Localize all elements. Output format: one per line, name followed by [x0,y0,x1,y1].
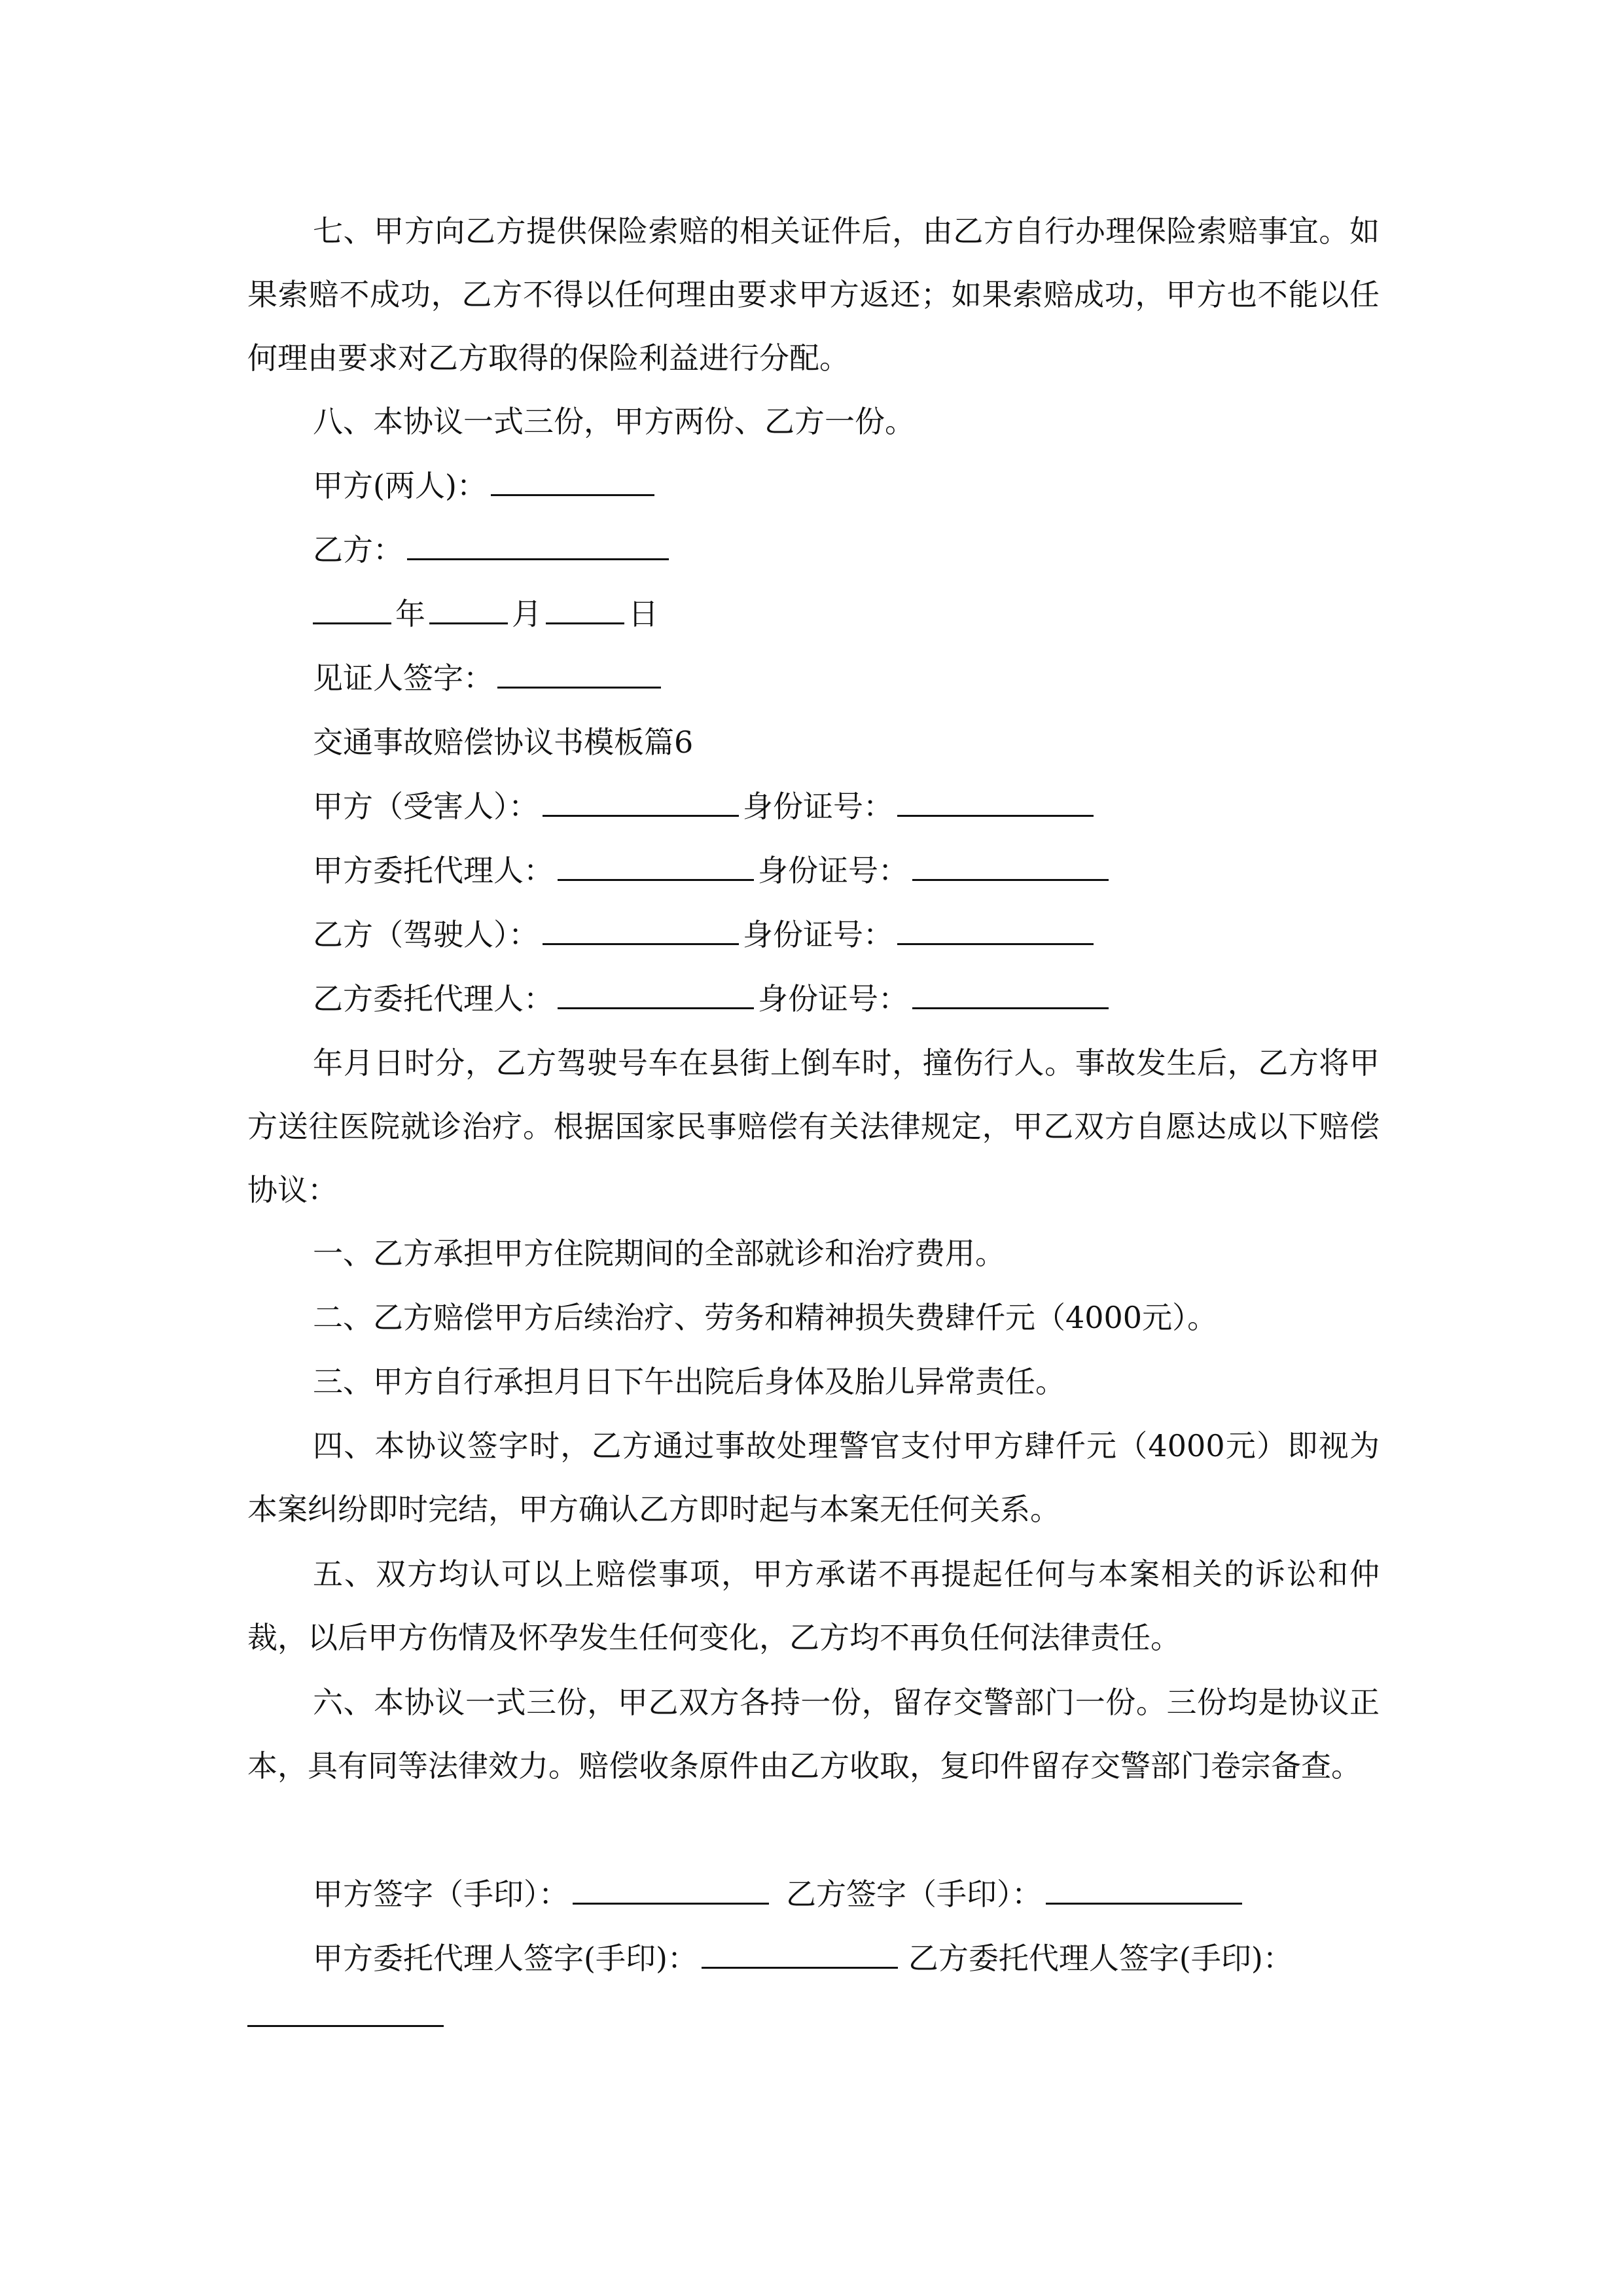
party-row-driver-label: 乙方（驾驶人）： [313,917,539,952]
clause-1: 一、乙方承担甲方住院期间的全部就诊和治疗费用。 [313,1236,1005,1271]
id-label: 身份证号： [758,981,908,1016]
intro-paragraph: 年月日时分，乙方驾驶号车在县街上倒车时，撞伤行人。事故发生后，乙方将甲方送往医院就诊治疗。根据国家民事赔偿有关法律规定，甲乙双方自愿达成以下赔偿协议： [247,1045,1380,1208]
agent-b-blank [247,2025,444,2027]
clause-6: 六、本协议一式三份，甲乙双方各持一份，留存交警部门一份。三份均是协议正本，具有同等法律效力。赔偿收条原件由乙方收取，复印件留存交警部门卷宗备查。 [247,1685,1380,1784]
party-row-victim-agent [313,839,1113,903]
id-label: 身份证号： [743,789,893,824]
party-row-driver-agent-label: 乙方委托代理人： [313,981,554,1016]
sign-b-blank [1046,1866,1242,1905]
clause-3: 三、甲方自行承担月日下午出院后身体及胎儿异常责任。 [313,1364,1065,1399]
signature-party-a-label: 甲方(两人)： [313,468,487,503]
clause-7: 七、甲方向乙方提供保险索赔的相关证件后，由乙方自行办理保险索赔事宜。如果索赔不成功，乙方不得以任何理由要求甲方返还；如果索赔成功，甲方也不能以任何理由要求对乙方取得的保险利益进行分配。 [247,213,1380,376]
clause-2: 二、乙方赔偿甲方后续治疗、劳务和精神损失费肆仟元（4000元）。 [313,1300,1218,1335]
agent-signature-row [313,1927,1293,1990]
signature-party-b-label: 乙方： [313,532,403,567]
id-blank [897,778,1094,817]
agent-a-blank [702,1930,898,1969]
signature-party-a-blank [491,457,654,496]
year-label: 年 [395,596,425,632]
party-row-driver-blank [543,906,739,945]
party-row-victim-blank [543,778,739,817]
date-line [313,583,658,646]
id-blank [912,971,1109,1009]
agent-b-label: 乙方委托代理人签字(手印)： [908,1941,1293,1976]
clause-5: 五、双方均认可以上赔偿事项，甲方承诺不再提起任何与本案相关的诉讼和仲裁，以后甲方伤情及怀孕发生任何变化，乙方均不再负任何法律责任。 [247,1556,1380,1655]
clause-8: 八、本协议一式三份，甲方两份、乙方一份。 [313,404,915,439]
witness-label: 见证人签字： [313,660,493,696]
id-blank [912,842,1109,881]
party-row-victim-agent-label: 甲方委托代理人： [313,853,554,888]
signature-row [313,1863,1246,1926]
agent-a-label: 甲方委托代理人签字(手印)： [313,1941,698,1976]
signature-party-a [313,454,658,518]
clause-4: 四、本协议签字时，乙方通过事故处理警官支付甲方肆仟元（4000元）即视为本案纠纷即时完结，甲方确认乙方即时起与本案无任何关系。 [247,1428,1380,1527]
section-title: 交通事故赔偿协议书模板篇6 [313,725,694,760]
witness-blank [497,650,661,689]
party-row-victim-agent-blank [558,842,754,881]
sign-a-label: 甲方签字（手印）： [313,1876,569,1912]
month-blank [429,586,508,624]
day-blank [546,586,624,624]
day-label: 日 [628,596,658,632]
sign-b-label: 乙方签字（手印）： [786,1876,1042,1912]
party-row-victim [313,775,1097,838]
id-blank [897,906,1094,945]
party-row-driver-agent-blank [558,971,754,1009]
party-row-driver [313,903,1097,967]
month-label: 月 [512,596,542,632]
year-blank [313,586,391,624]
id-label: 身份证号： [743,917,893,952]
sign-a-blank [573,1866,769,1905]
id-label: 身份证号： [758,853,908,888]
party-row-victim-label: 甲方（受害人）： [313,789,539,824]
party-row-driver-agent [313,967,1113,1031]
signature-party-b [313,518,673,582]
signature-party-b-blank [407,522,669,560]
witness-signature [313,647,665,710]
